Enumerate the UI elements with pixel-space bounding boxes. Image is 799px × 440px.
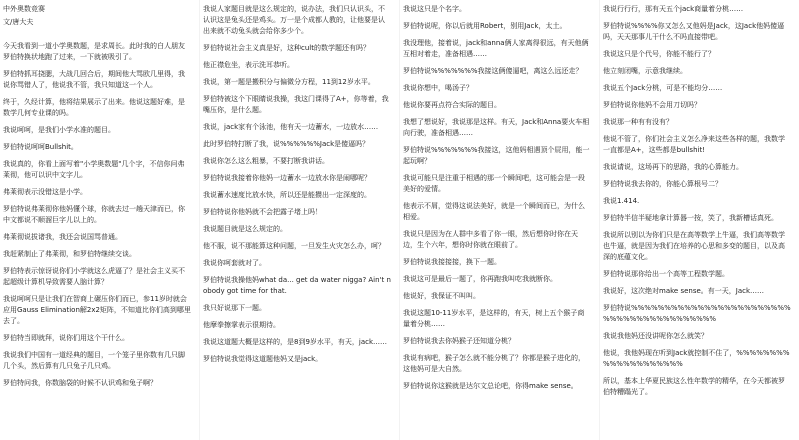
paragraph: 我说那一种有有没有？	[603, 118, 673, 126]
paragraph: 所以，基本上华夏民族这么性年数学的精华，在今天都被罗伯特糟蹋光了。	[603, 377, 785, 396]
paragraph: 我说你呵套就对了。	[203, 259, 266, 267]
article-title: 中外奥数竞赛	[3, 5, 45, 13]
paragraph: 他不服，说不那能算这种问题，一旦发生火灾怎么办，呵？	[203, 242, 385, 250]
paragraph: 我说好，这次绝对make sense。有一天，Jack……	[603, 287, 765, 295]
paragraph: 罗伯特说弗莱彻你他妈懂个球，你就去过一趟天津而已，你中文都说不顺溜巨字儿以上的。	[3, 205, 185, 224]
paragraph: 我说1.414.	[603, 197, 640, 205]
paragraph: 罗伯特说我操他妈what da... get da water nigga? Ain't nobody got time for that.	[203, 276, 391, 295]
paragraph: 我说你怎么这么粗暴，不要打断我讲话。	[203, 157, 329, 165]
paragraph: 我说呵呵只是让我们在智商上碾压你们而已，参11岁时就会应用Gauss Elimination解2x2矩阵，不知道比你们高到哪里去了。	[3, 295, 191, 325]
text-column-4	[600, 0, 799, 440]
paragraph: 罗伯特说%%%%%%%%%%%%%%%%%%%%%%%%%%%%%%%%%%%%%%%%%	[603, 304, 791, 323]
text-column-2	[200, 0, 400, 440]
paragraph: 弗莱彻说拔诸我，我还会说国骂普通。	[3, 233, 122, 241]
paragraph: 我赶紧制止了弗莱彻，和罗伯特继续交谈。	[3, 250, 136, 258]
paragraph: 罗伯特说社会主义真是好，这种cult的数学题还有吗？	[203, 44, 370, 52]
text-column-1	[0, 0, 200, 440]
paragraph: 罗伯特说我去你的，你能心算根号二？	[603, 180, 722, 188]
paragraph: 罗伯特说我觉得这道题他妈又是jack。	[203, 355, 323, 363]
paragraph: 我说有病吧，猴子怎么就不能分桃了？你都是猴子进化的，这他妈可是大自然。	[403, 354, 585, 373]
paragraph: 他摩拳擦掌表示很期待。	[203, 321, 280, 329]
paragraph: 他表示不屑，觉得这说法美好，就是一个瞬间而已，为什么相爱。	[403, 202, 585, 221]
paragraph: 他说好，我保证不叫叫。	[403, 292, 480, 300]
paragraph: 此时罗伯特打断了我，说%%%%%%Jack是傻逼吗？	[203, 140, 370, 148]
paragraph: 他说不管了，你们社会主义怎么净来这些各样的题，我数学一直都是A+，这些都是bullshit!	[603, 135, 785, 154]
paragraph: 我说蓄水速度比放水快，所以还是能攒出一定深度的。	[203, 191, 371, 199]
paragraph: 我说只是因为在人群中多看了你一眼，然后想你时你在天边，生个六年，想你时你就在眼前了。	[403, 230, 578, 249]
paragraph: 我说五个Jack分桃，可是不能均分……	[603, 84, 723, 92]
paragraph: 我说我们中国有一道经典的题目，一个笼子里你数有几只脚几个头，然后算有几只兔子几只鸡。	[3, 351, 185, 370]
paragraph: 我说真的，你看上面写着"小学奥数题"几个字，不信你问弗莱彻，他可以识中文字儿。	[3, 160, 185, 179]
paragraph: 我说这可是最后一题了，你再跑我叫吃我就断你。	[403, 275, 557, 283]
paragraph: 我说呵呵，是我们小学水准的题目。	[3, 126, 115, 134]
paragraph: 我说这题10-11岁水平，是这样的，有天，树上五个猴子商量着分桃……	[403, 309, 585, 328]
paragraph: 他正襟危坐，表示洗耳恭听。	[203, 61, 294, 69]
paragraph: 罗伯特当即就拜，说你们用这个干什么。	[3, 334, 129, 342]
paragraph: 我只好说那下一题。	[203, 304, 266, 312]
text-column-3	[400, 0, 600, 440]
paragraph: 我说人家题目就是这么规定的，说办法，我们只认识头，不认识这是兔头还是鸡头。万一是个成都人教的，让他要是认出来就不动兔头就会给你多少个。	[203, 5, 385, 35]
paragraph: 我说，jack家有个泳池，他有天一边蓄水，一边放水……	[203, 123, 379, 131]
paragraph: 罗伯特半信半疑地拿计算器一按，笑了，我新槽话真死。	[603, 214, 778, 222]
paragraph: 罗伯特说%%%%你又怎么又他妈是Jack，这Jack他妈傻逼吗，天天那事儿干什么不吗直接带吧。	[603, 22, 785, 41]
paragraph: 我说你想中，喝汤子？	[403, 84, 473, 92]
paragraph: 终于，久经计算，他将结果展示了出来。他说这题好难，是数学几何专业课的吗。	[3, 98, 185, 117]
paragraph: 今天我看到一道小学奥数题，是求周长。此时我的白人朋友罗伯特换状地跑了过来，一下就被吸引了。	[3, 42, 185, 61]
paragraph: 我想了想说好，我说那是这样。有天，Jack和Anna要火车相向行驶，准备相遇……	[403, 118, 590, 137]
paragraph: 罗伯特说%%%%%%%我接这，这他妈相遇顶个屁用，能一起玩啊？	[403, 146, 590, 165]
paragraph: 罗伯特说那你给出一个高等工程数学题。	[603, 270, 729, 278]
paragraph: 罗伯特说你这猴就是达尔文总论吧，你得make sense。	[403, 382, 578, 390]
paragraph: 我说所以别以为你们只是在高等数学上牛逼，我们高等数学也牛逼，就是因为我们在培养的心思和多变的题目，以及高深的底蕴文化。	[603, 231, 785, 261]
paragraph: 弗莱彻表示没错这是小学。	[3, 188, 87, 196]
paragraph: 我说请说，这场再下的思路，我的心算能力。	[603, 163, 743, 171]
paragraph: 罗伯特抓耳挠腮，大战几回合后，期间他大骂欧几里得，我说你骂错人了，他说我不管，我只知道这一个人。	[3, 70, 185, 89]
paragraph: 我说可能只是注重于相遇的那一个瞬间吧，这可能会是一段美好的爱情。	[403, 174, 585, 193]
paragraph: 罗伯特说你他妈不会用刀切吗？	[603, 101, 701, 109]
paragraph: 罗伯特说我接着你他妈一边蓄水一边放水你是闹哪呢？	[203, 174, 371, 182]
paragraph: 罗伯特说呢，你以后就用Robert，别用Jack，太土。	[403, 22, 567, 30]
paragraph: 罗伯特表示惊讶说你们小学就这么虎逼了？是社会主义买不起超级计算机导致需要人脑计算？	[3, 267, 185, 286]
paragraph: 罗伯特问我，你数脑袋的时候不认识鸡和兔子啊？	[3, 379, 157, 387]
paragraph: 我说题目就是这么规定的。	[203, 225, 287, 233]
paragraph: 我说行行行，那有天五个jack商量着分桃……	[603, 5, 744, 13]
paragraph: 罗伯特说我去你妈猴子还知道分桃？	[403, 337, 515, 345]
paragraph: 我说这只是个名字。	[403, 5, 466, 13]
paragraph: 他说，我他妈现在听到Jack就控制不住了，%%%%%%%%%%%%%%%%%%%%	[603, 349, 790, 368]
paragraph: 我说这只是个代号，你能不能行了？	[603, 50, 715, 58]
paragraph: 罗伯特被这个下眼睛说我操，我这门课得了A+，你等着，我嘴压你，是什么题。	[203, 95, 389, 114]
paragraph: 我说这道题大概是这样的，是8到9岁水平，有天，jack……	[203, 338, 388, 346]
paragraph: 他说你要再点符合实际的题目。	[403, 101, 501, 109]
paragraph: 他立刻闭嘴，示意我继续。	[603, 67, 687, 75]
paragraph: 罗伯特说你他妈就不会把露子堵上吗！	[203, 208, 322, 216]
paragraph: 我说，第一题是搬积分与偏微分方程，11到12岁水平。	[203, 78, 375, 86]
paragraph: 罗伯特说%%%%%%%我接这俩傻逼吧，离这么远还走？	[403, 67, 583, 75]
paragraph: 我说我他妈还没讲呢你怎么就笑？	[603, 332, 708, 340]
paragraph: 罗伯特说呵呵Bullshit。	[3, 143, 78, 151]
paragraph: 我没理他，接着说，jack和anna俩人家离得很远，有天他俩互相对着走，准备相遇……	[403, 39, 589, 58]
paragraph: 罗伯特说我接接接，换下一题。	[403, 258, 501, 266]
article-author: 文/唐大夫	[3, 18, 34, 26]
